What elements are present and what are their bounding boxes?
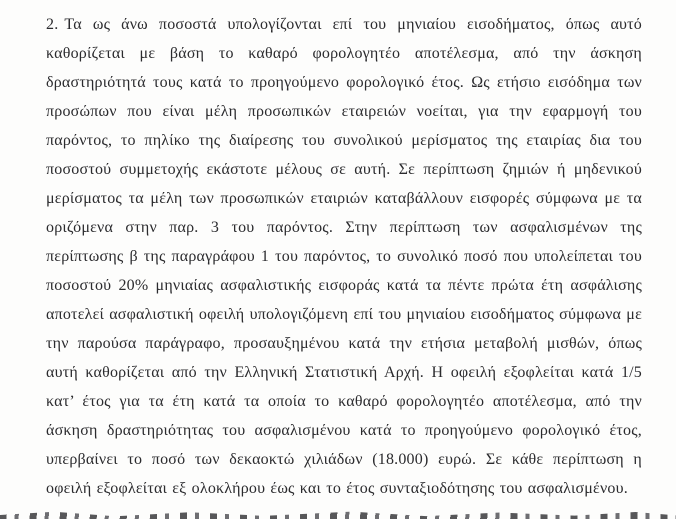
paragraph — [46, 10, 642, 503]
paragraph-body: Τα ως άνω ποσοστά υπολογίζονται επί του μηνιαίου εισοδήματος, όπως αυτό καθορίζεται με βάση το καθαρό φορολογητέο αποτέλεσμα, από την άσκηση δραστηριότητά τους κατά το προηγούμενο φορολογικό έτος. Ως ετήσιο εισόδημα των προσώπων που είναι μέλη προσωπικών εταιρειών νοείται, για την εφαρμογή του παρόντος, το πηλίκο της διαίρεσης του συνολικού μερίσματος της εταιρίας δια του ποσοστού συμμετοχής εκάστοτε μέλους σε αυτή. Σε περίπτωση ζημιών ή μηδενικού μερίσματος τα μέλη των προσωπικών εταιριών καταβάλλουν εισφορές σύμφωνα με τα οριζόμενα στην παρ. 3 του παρόντος. Στην περίπτωση των ασφαλισμένων της περίπτωσης β της παραγράφου 1 του παρόντος, το συνολικό ποσό που υπολείπεται του ποσοστού 20% μηνιαίας ασφαλιστικής εισφοράς κατά τα πέντε πρώτα έτη ασφάλισης αποτελεί ασφαλιστική οφειλή υπολογιζόμενη επί του μηνιαίου εισοδήματος σύμφωνα με την παρούσα παράγραφο, προσαυξημένου κατά την ετήσια μεταβολή μισθών, όπως αυτή καθορίζεται από την Ελληνική Στατιστική Αρχή. Η οφειλή εξοφλείται κατά 1/5 κατ’ έτος για τα έτη κατά τα οποία το καθαρό φορολογητέο αποτέλεσμα, από την άσκηση δραστηριότητας του ασφαλισμένου κατά το προηγούμενο φορολογικό έτος, υπερβαίνει το ποσό των δεκαοκτώ χιλιάδων (18.000) ευρώ. Σε κάθε περίπτωση η οφειλή εξοφλείται εξ ολοκλήρου έως και το έτος συνταξιοδότησης του ασφαλισμένου. — [46, 16, 642, 497]
scan-artifact-bottom-edge — [0, 510, 676, 519]
paragraph-number: 2. — [46, 16, 59, 33]
